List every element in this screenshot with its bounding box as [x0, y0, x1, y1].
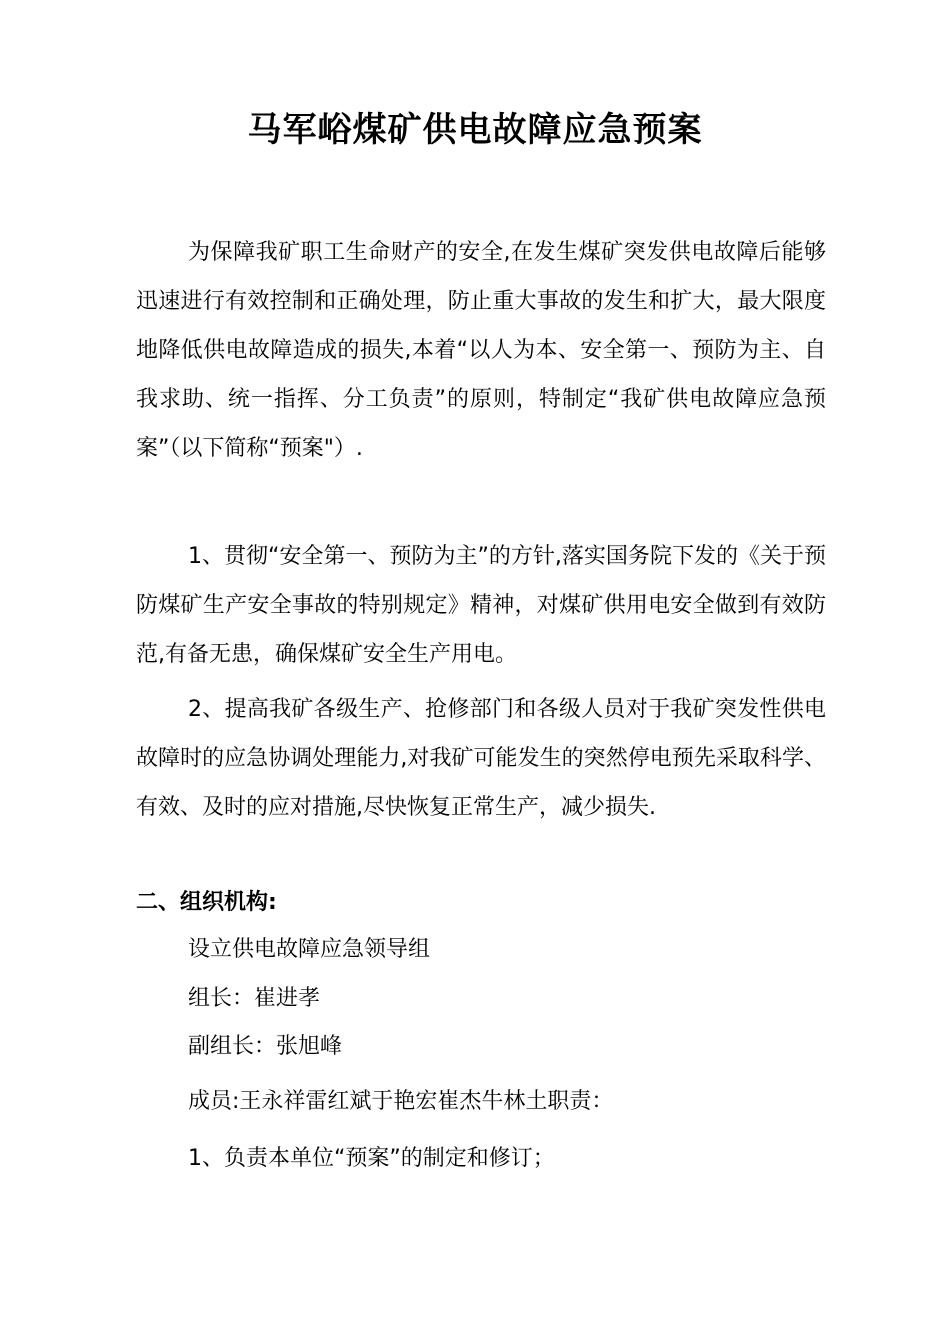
deputy-leader-line: 副组长：张旭峰: [188, 1034, 343, 1059]
purpose-item-1: 1、贯彻“安全第一、预防为主”的方针,落实国务院下发的《关于预防煤矿生产安全事故的特别规定》精神，对煤矿供用电安全做到有效防范,有备无患，确保煤矿安全生产用电。: [136, 544, 826, 667]
purpose-item-2: 2、提高我矿各级生产、抢修部门和各级人员对于我矿突发性供电故障时的应急协调处理能力,对我矿可能发生的突然停电预先采取科学、有效、及时的应对措施,尽快恢复正常生产，减少损失.: [136, 697, 826, 820]
group-leader-line: 组长：崔进孝: [188, 986, 321, 1011]
section-heading-organization: 二、组织机构:: [136, 890, 277, 915]
leadership-group-line: 设立供电故障应急领导组: [188, 937, 431, 962]
duty-item-1: 1、负责本单位“预案”的制定和修订；: [188, 1146, 555, 1171]
intro-paragraph: 为保障我矿职工生命财产的安全,在发生煤矿突发供电故障后能够迅速进行有效控制和正确处理，防止重大事故的发生和扩大，最大限度地降低供电故障造成的损失,本着“以人为本、安全第一、预防为主、自我求助、统一指挥、分工负责”的原则，特制定“我矿供电故障应急预案”（以下简称“预案"）.: [136, 240, 826, 461]
members-line: 成员:王永祥雷红斌于艳宏崔杰牛林土职责：: [188, 1089, 614, 1114]
document-title: 马军峪煤矿供电故障应急预案: [247, 110, 703, 150]
